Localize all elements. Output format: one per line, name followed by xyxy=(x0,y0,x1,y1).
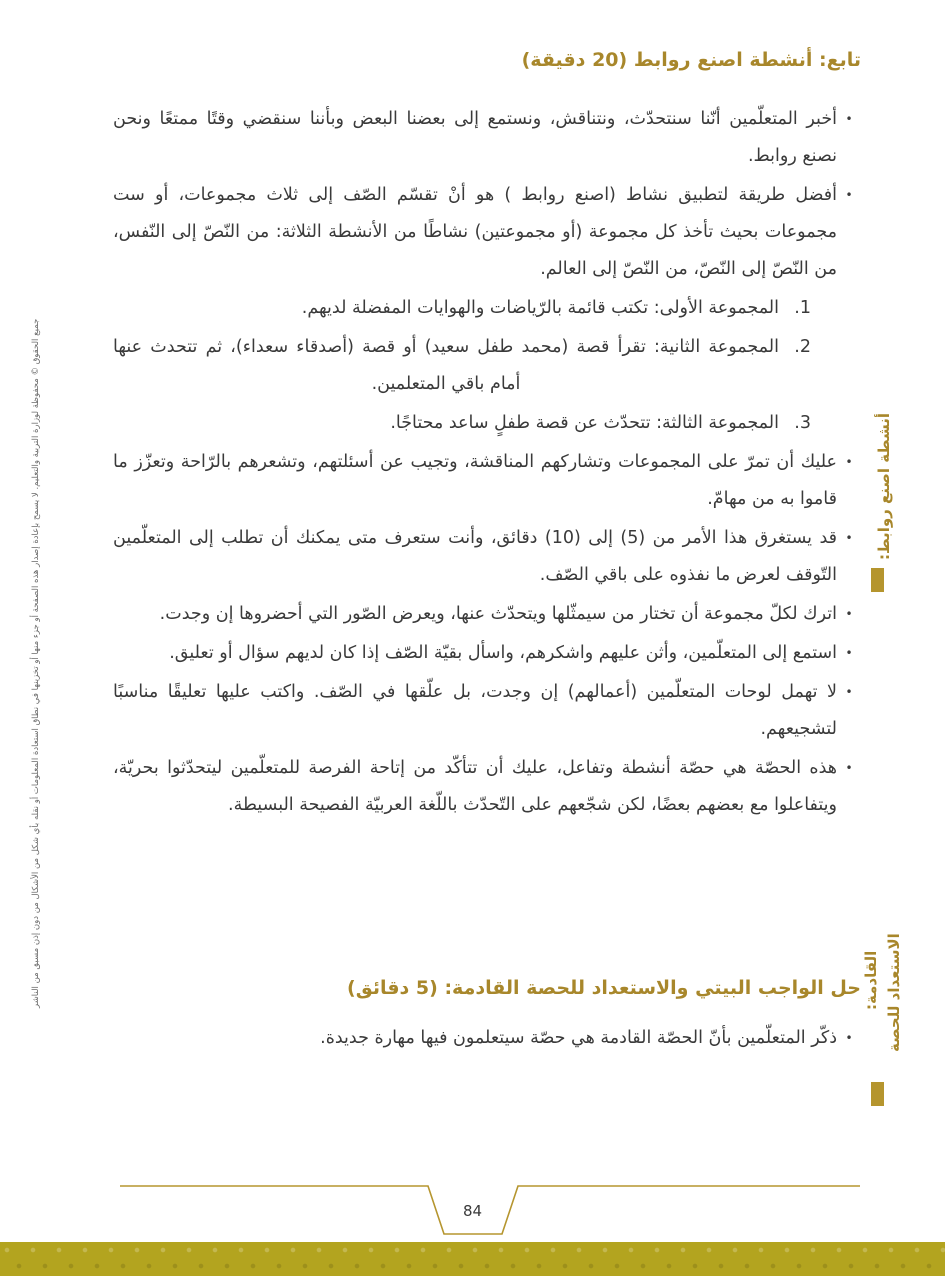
bullet-icon: • xyxy=(845,645,853,660)
list-item xyxy=(113,750,861,824)
list-item xyxy=(113,444,861,518)
page-number: 84 xyxy=(462,1202,483,1220)
footer-ornament-band xyxy=(0,1242,945,1276)
bullet-icon: • xyxy=(845,606,853,621)
bullet-icon: • xyxy=(845,187,853,202)
list-item-text: ذكّر المتعلّمين بأنّ الحصّة القادمة هي حصّة سيتعلمون فيها مهارة جديدة. xyxy=(320,1028,837,1048)
side-tab-preparation-line1: الاستعداد للحصة xyxy=(885,933,903,1052)
numbered-item xyxy=(113,290,861,327)
list-item xyxy=(113,635,861,672)
list-item-text: اترك لكلّ مجموعة أن تختار من سيمثّلها ويتحدّث عنها، ويعرض الصّور التي أحضروها إن وجدت. xyxy=(159,603,837,624)
side-tab-make-connections: أنشطة اصنع روابط: xyxy=(875,413,893,560)
list-item-text: المجموعة الأولى: تكتب قائمة بالرّياضات والهوايات المفضلة لديهم. xyxy=(301,297,779,318)
list-item xyxy=(113,101,861,175)
main-content xyxy=(113,46,861,1059)
bullet-icon: • xyxy=(845,454,853,469)
bullet-icon: • xyxy=(845,111,853,126)
list-item-text: قد يستغرق هذا الأمر من (5) إلى (10) دقائق، وأنت ستعرف متى يمكنك أن تطلب إلى المتعلّمين التّوقف لعرض ما نفذوه على باقي الصّف. xyxy=(113,527,837,585)
copyright-sidebar: جميع الحقوق © محفوظة لوزارة التربية والتعليم. لا يسمح بإعادة إصدار هذه الصفحة أو جزء منها أو تخزينها في نطاق استعادة المعلومات أو نقله بأي شكل من الأشكال من دون إذن مسبق من الناشر xyxy=(31,318,41,1008)
list-item-text: أخبر المتعلّمين أنّنا سنتحدّث، ونتناقش، ونستمع إلى بعضنا البعض وبأننا سنقضي وقتًا ممتعًا ونحن نصنع روابط. xyxy=(113,108,837,166)
list-item-text: هذه الحصّة هي حصّة أنشطة وتفاعل، عليك أن تتأكّد من إتاحة الفرصة للمتعلّمين ليتحدّثوا بحريّة، ويتفاعلوا مع بعضهم بعضًا، لكن شجّعهم على التّحدّث باللّغة العربيّة الفصيحة البسيطة. xyxy=(113,757,837,815)
list-item-text: لا تهمل لوحات المتعلّمين (أعمالهم) إن وجدت، بل علّقها في الصّف. واكتب عليها تعليقًا مناسبًا لتشجيعهم. xyxy=(113,681,837,739)
numbered-item xyxy=(113,405,861,442)
list-item xyxy=(113,674,861,748)
bullet-icon: • xyxy=(845,1031,853,1045)
numbered-item xyxy=(113,329,861,403)
bullet-icon: • xyxy=(845,684,853,699)
list-item xyxy=(113,596,861,633)
section-heading-make-connections: تابع: أنشطة اصنع روابط (20 دقيقة) xyxy=(521,49,861,71)
bullet-icon: • xyxy=(845,530,853,545)
list-item-text: المجموعة الثالثة: تتحدّث عن قصة طفلٍ ساعد محتاجًا. xyxy=(390,412,779,433)
list-item-text: المجموعة الثانية: تقرأ قصة (محمد طفل سعيد) أو قصة (أصدقاء سعداء)، ثم تتحدث عنها أمام باقي المتعلمين. xyxy=(113,336,779,394)
side-tab-preparation-line2: القادمة: xyxy=(862,950,880,1010)
instructions-list xyxy=(113,101,861,824)
list-item xyxy=(113,520,861,594)
side-tab-bar xyxy=(871,568,884,592)
list-item-text: استمع إلى المتعلّمين، وأثن عليهم واشكرهم، واسأل بقيّة الصّف إذا كان لديهم سؤال أو تعليق. xyxy=(169,642,837,663)
section-homework xyxy=(113,974,861,1058)
list-item xyxy=(113,177,861,288)
bullet-icon: • xyxy=(845,760,853,775)
number-label: 1. xyxy=(794,297,811,318)
list-item-text: عليك أن تمرّ على المجموعات وتشاركهم المناقشة، وتجيب عن أسئلتهم، وتشعرهم بالرّاحة وتعزّز ما قاموا به من مهامّ. xyxy=(113,451,837,509)
number-label: 3. xyxy=(794,412,811,433)
section-heading-homework: حل الواجب البيتي والاستعداد للحصة القادمة: (5 دقائق) xyxy=(347,976,861,999)
side-tab-bar xyxy=(871,1082,884,1106)
list-item xyxy=(113,1020,861,1057)
list-item-text: أفضل طريقة لتطبيق نشاط (اصنع روابط ) هو أنْ تقسّم الصّف إلى ثلاث مجموعات، أو ست مجموعات بحيث تأخذ كل مجموعة (أو مجموعتين) نشاطًا من الأنشطة الثلاثة: من النّصّ إلى النّفس، من النّصّ إلى النّصّ، من النّصّ إلى العالم. xyxy=(113,184,837,279)
number-label: 2. xyxy=(794,336,811,357)
